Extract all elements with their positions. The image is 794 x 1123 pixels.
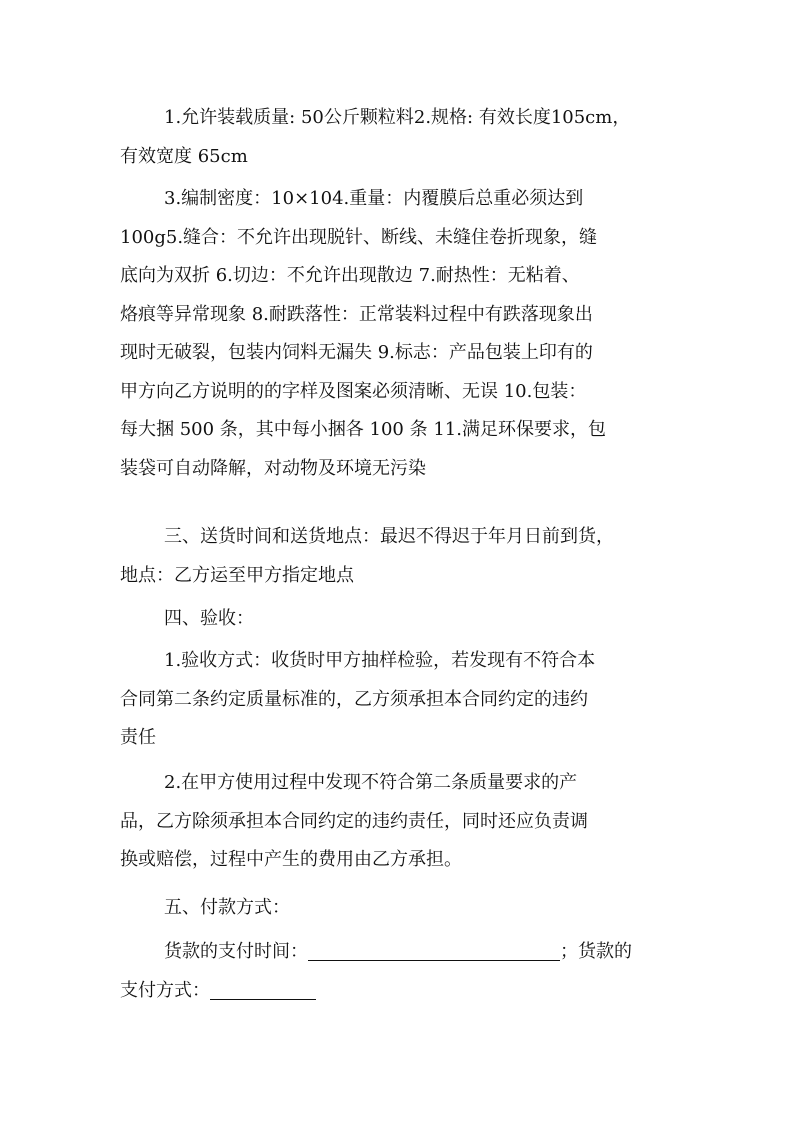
section-heading-payment	[120, 889, 676, 928]
text-line: 底向为双折 6.切边：不允许出现散边 7.耐热性：无粘着、	[120, 265, 580, 286]
paragraph-acceptance-method	[120, 642, 676, 758]
text-line: 五、付款方式：	[164, 897, 290, 918]
text-line: 责任	[120, 727, 156, 748]
paragraph-defects	[120, 764, 676, 880]
text-line: 1.允许装载质量: 50公斤颗粒料2.规格: 有效长度105cm，	[164, 107, 631, 128]
text-line: 甲方向乙方说明的的字样及图案必须清晰、无误 10.包装：	[120, 380, 587, 402]
text-line: 每大捆 500 条，其中每小捆各 100 条 11.满足环保要求，包	[120, 419, 606, 440]
text-line: 换或赔偿，过程中产生的费用由乙方承担。	[120, 849, 462, 870]
paragraph-specs	[120, 99, 676, 176]
text-line: 地点：乙方运至甲方指定地点	[120, 564, 354, 586]
text-line: 合同第二条约定质量标准的，乙方须承担本合同约定的违约	[120, 688, 588, 710]
payment-time-suffix: ；货款的	[560, 941, 632, 962]
paragraph-requirements	[120, 180, 676, 488]
text-line: 2.在甲方使用过程中发现不符合第二条质量要求的产	[164, 772, 578, 793]
payment-method-label: 支付方式：	[120, 979, 210, 1001]
text-line: 100g5.缝合：不允许出现脱针、断线、未缝住卷折现象，缝	[120, 226, 598, 248]
text-line: 1.验收方式：收货时甲方抽样检验，若发现有不符合本	[164, 650, 596, 671]
text-line: 四、验收：	[164, 608, 254, 629]
text-line: 现时无破裂，包装内饲料无漏失 9.标志：产品包装上印有的	[120, 342, 593, 363]
text-line: 烙痕等异常现象 8.耐跌落性：正常装料过程中有跌落现象出	[120, 303, 593, 325]
payment-time-label: 货款的支付时间：	[164, 941, 308, 962]
text-line: 3.编制密度：10×104.重量：内覆膜后总重必须达到	[164, 188, 584, 209]
text-line: 品，乙方除须承担本合同约定的违约责任，同时还应负责调	[120, 810, 588, 832]
text-line: 三、送货时间和送货地点：最迟不得迟于年月日前到货，	[164, 526, 614, 547]
payment-time-blank[interactable]	[308, 940, 560, 961]
section-heading-acceptance	[120, 600, 676, 639]
paragraph-payment	[120, 933, 676, 1010]
payment-time-line	[120, 933, 676, 972]
text-line: 装袋可自动降解，对动物及环境无污染	[120, 457, 426, 479]
payment-method-blank[interactable]	[210, 979, 316, 1000]
payment-method-line	[120, 972, 676, 1011]
text-line: 有效宽度 65cm	[120, 145, 248, 167]
paragraph-delivery	[120, 518, 676, 595]
